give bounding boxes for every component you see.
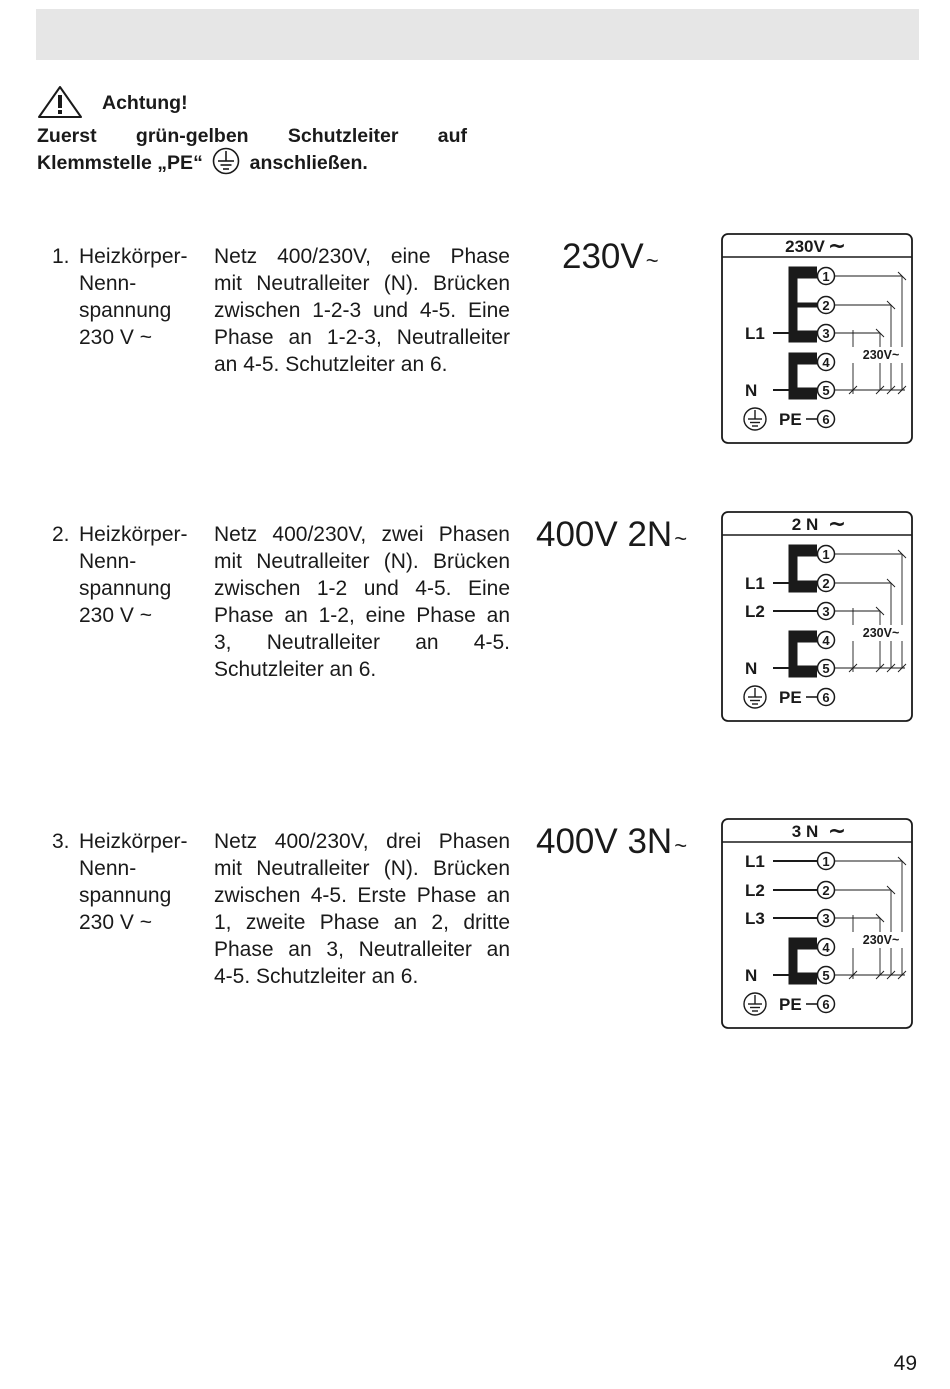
description-line: Phase an 3, Neutralleiter an [214,938,510,961]
warning-title: Achtung! [102,92,188,114]
connection-section [0,512,950,761]
description-line: mit Neutralleiter (N). Brücken [214,550,510,573]
terminal-number: 6 [822,997,830,1012]
ac-tilde: ~ [645,248,659,273]
terminal-number: 1 [822,269,830,284]
element-voltage-label: 230V~ [862,933,900,947]
heater-voltage-label [79,243,209,351]
terminal-number: 4 [822,633,830,648]
description-line: Schutzleiter an 6. [214,658,377,681]
supply-line-label: N [745,659,758,678]
warning-block [37,85,467,177]
ac-tilde: ~ [674,833,688,858]
heater-voltage-label [79,828,209,936]
label-line: Nenn- [79,857,137,880]
supply-voltage-text: 400V 2N [536,515,673,554]
warning-line-2 [37,150,467,177]
terminal-number: 6 [822,690,830,705]
label-line: Nenn- [79,272,137,295]
terminal-number: 5 [822,383,830,398]
warning-word: Schutzleiter [287,125,399,147]
connection-section [0,234,950,483]
wiring-description [214,828,510,990]
terminal-number: 2 [822,883,830,898]
supply-line-label: L2 [745,602,765,621]
page-number: 49 [893,1352,917,1375]
warning-line-1 [37,123,467,150]
description-line: Phase an 1-2, eine Phase an [214,604,510,627]
diagram-header: 2 N [791,515,819,534]
pe-label: PE [779,410,802,429]
description-line: 3, Neutralleiter an 4-5. [214,631,510,654]
label-line: 230 V ~ [79,326,152,349]
terminal-number: 5 [822,661,830,676]
label-line: Heizkörper- [79,245,188,268]
diagram-header: 3 N [791,822,819,841]
supply-line-label: L1 [745,852,765,871]
supply-voltage-heading [562,237,659,277]
ground-icon [212,147,240,175]
diagram-header: 230V [785,237,825,256]
terminal-diagram [721,511,914,723]
section-number: 1. [52,245,70,268]
label-line: spannung [79,299,172,322]
supply-voltage-heading [536,822,687,862]
supply-voltage-heading [536,515,687,555]
label-line: 230 V ~ [79,604,152,627]
supply-voltage-text: 230V [562,237,644,276]
heater-voltage-label [79,521,209,629]
description-line: zwischen 1-2-3 und 4-5. Eine [214,299,510,322]
warning-triangle-icon [37,85,83,119]
element-voltage-label: 230V~ [862,626,900,640]
description-line: Phase an 1-2-3, Neutralleiter [214,326,510,349]
diagram-header-tilde: ~ [827,819,847,844]
header-bar [36,9,919,60]
section-number: 2. [52,523,70,546]
description-line: zwischen 4-5. Erste Phase an [214,884,510,907]
label-line: Heizkörper- [79,523,188,546]
label-line: spannung [79,577,172,600]
terminal-number: 2 [822,576,830,591]
description-line: an 4-5. Schutzleiter an 6. [214,353,448,376]
supply-line-label: L1 [745,574,765,593]
description-line: 4-5. Schutzleiter an 6. [214,965,419,988]
warning-word: grün-gelben [135,125,249,147]
warning-word: auf [437,125,467,147]
terminal-number: 3 [822,604,830,619]
label-line: Heizkörper- [79,830,188,853]
description-line: 1, zweite Phase an 2, dritte [214,911,510,934]
terminal-number: 1 [822,854,830,869]
terminal-number: 2 [822,298,830,313]
section-number: 3. [52,830,70,853]
supply-voltage-text: 400V 3N [536,822,673,861]
connection-section [0,819,950,1068]
terminal-diagram-svg [721,233,914,445]
terminal-number: 4 [822,355,830,370]
description-line: zwischen 1-2 und 4-5. Eine [214,577,510,600]
terminal-number: 6 [822,412,830,427]
description-line: Netz 400/230V, zwei Phasen [214,523,510,546]
supply-line-label: L1 [745,324,765,343]
label-line: spannung [79,884,172,907]
description-line: Netz 400/230V, eine Phase [214,245,510,268]
warning-word: Zuerst [37,125,97,147]
supply-line-label: L2 [745,881,765,900]
supply-line-label: L3 [745,909,765,928]
pe-label: PE [779,995,802,1014]
terminal-number: 3 [822,911,830,926]
warning-action-text: anschließen. [249,152,368,174]
element-voltage-label: 230V~ [862,348,900,362]
ac-tilde: ~ [674,526,688,551]
description-line: Netz 400/230V, drei Phasen [214,830,510,853]
terminal-number: 4 [822,940,830,955]
terminal-number: 1 [822,547,830,562]
label-line: Nenn- [79,550,137,573]
terminal-diagram-svg [721,818,914,1030]
warning-terminal-text: Klemmstelle „PE“ [37,152,203,174]
description-line: mit Neutralleiter (N). Brücken [214,272,510,295]
terminal-number: 5 [822,968,830,983]
pe-label: PE [779,688,802,707]
supply-line-label: N [745,966,758,985]
terminal-diagram-svg [721,511,914,723]
terminal-diagram [721,818,914,1030]
wiring-description [214,243,510,378]
terminal-diagram [721,233,914,445]
label-line: 230 V ~ [79,911,152,934]
terminal-number: 3 [822,326,830,341]
diagram-header-tilde: ~ [827,234,847,259]
description-line: mit Neutralleiter (N). Brücken [214,857,510,880]
wiring-description [214,521,510,683]
diagram-header-tilde: ~ [827,512,847,537]
supply-line-label: N [745,381,758,400]
